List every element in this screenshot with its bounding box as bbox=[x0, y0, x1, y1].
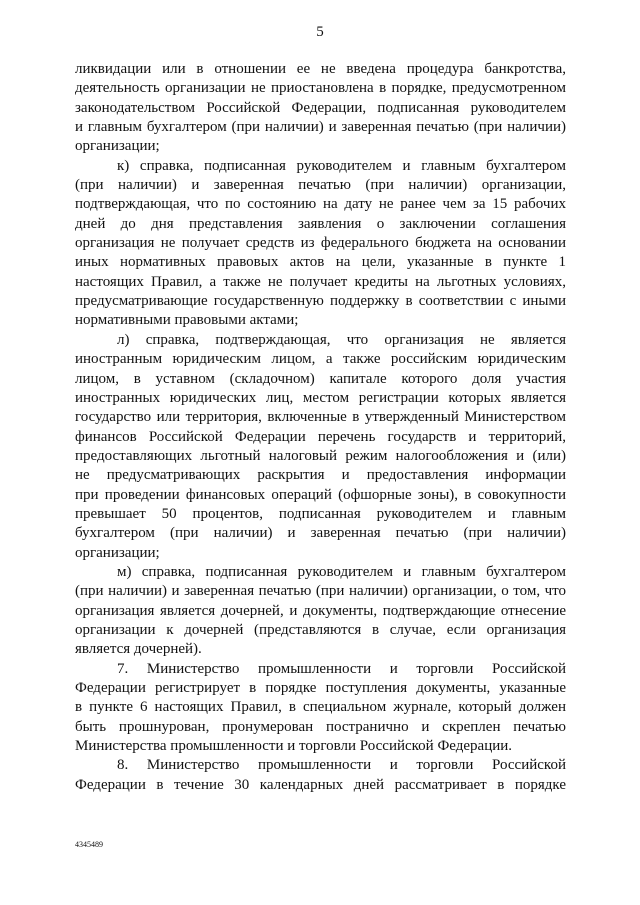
text-line: ликвидации или в отношении ее не введена процедура банкротства, bbox=[75, 61, 566, 77]
text-line: иностранных юридических лиц, местом регистрации которых является bbox=[75, 389, 566, 406]
text-line: Федерации регистрирует в порядке поступления документы, указанные bbox=[75, 680, 566, 696]
text-line: м) справка, подписанная руководителем и главным бухгалтером bbox=[117, 563, 566, 580]
text-line: настоящих Правил, а также не получает кредиты на льготных условиях, bbox=[75, 273, 566, 290]
text-line: лицом, в уставном (складочном) капитале которого доля участия bbox=[75, 370, 566, 387]
text-line: иных нормативных правовых актов на цели, указанные в пункте 1 bbox=[75, 254, 566, 271]
text-line: нормативными правовыми актами; bbox=[75, 312, 299, 329]
text-line: Министерства промышленности и торговли Российской Федерации. bbox=[75, 738, 513, 755]
text-line: л) справка, подтверждающая, что организация не является bbox=[117, 331, 566, 348]
text-line: финансов Российской Федерации перечень государств и территорий, bbox=[75, 428, 566, 445]
text-line: в пункте 6 настоящих Правил, в специальном журнале, который должен bbox=[75, 699, 566, 716]
text-line: (при наличии) и заверенная печатью (при наличии) организации, о том, что bbox=[75, 583, 566, 600]
text-line: предусматривающие государственную поддержку в соответствии с иными bbox=[75, 293, 566, 310]
text-line: организации; bbox=[75, 544, 160, 561]
text-line: при проведении финансовых операций (офшорные зоны), в совокупности bbox=[75, 486, 566, 503]
text-line: организации к дочерней (представляются в случае, если организация bbox=[75, 621, 566, 638]
document-code: 4345489 bbox=[75, 840, 103, 849]
text-line: бухгалтером (при наличии) и заверенная печатью (при наличии) bbox=[75, 525, 566, 542]
text-line: дней до дня представления заявления о заключении соглашения bbox=[75, 215, 566, 232]
text-line: 7. Министерство промышленности и торговли Российской bbox=[117, 660, 566, 677]
text-line: иностранным юридическим лицом, а также российским юридическим bbox=[75, 351, 566, 368]
text-line: Федерации в течение 30 календарных дней рассматривает в порядке bbox=[75, 776, 566, 793]
page-number: 5 bbox=[316, 24, 324, 40]
text-line: предоставляющих льготный налоговый режим налогообложения и (или) bbox=[75, 447, 566, 464]
text-line: (при наличии) и заверенная печатью (при наличии) организации, bbox=[75, 177, 566, 194]
text-line: организации; bbox=[75, 138, 160, 155]
text-line: организация является дочерней, и документы, подтверждающие отнесение bbox=[75, 602, 566, 619]
text-line: 8. Министерство промышленности и торговли Российской bbox=[117, 757, 566, 774]
text-line: превышает 50 процентов, подписанная руководителем и главным bbox=[75, 505, 566, 522]
text-line: не предусматривающих раскрытия и предоставления информации bbox=[75, 467, 566, 484]
document-body bbox=[75, 60, 566, 795]
text-line: организация не получает средств из федерального бюджета на основании bbox=[75, 235, 566, 252]
text-line: к) справка, подписанная руководителем и главным бухгалтером bbox=[117, 157, 566, 174]
text-line: подтверждающая, что по состоянию на дату не ранее чем за 15 рабочих bbox=[75, 196, 566, 213]
text-line: государство или территория, включенные в утвержденный Министерством bbox=[75, 409, 566, 426]
text-line: деятельность организации не приостановлена в порядке, предусмотренном bbox=[75, 80, 566, 97]
text-line: быть прошнурован, пронумерован постранично и скреплен печатью bbox=[75, 718, 566, 735]
text-line: законодательством Российской Федерации, подписанная руководителем bbox=[75, 99, 566, 116]
text-line: и главным бухгалтером (при наличии) и заверенная печатью (при наличии) bbox=[75, 119, 566, 136]
text-line: является дочерней). bbox=[75, 641, 202, 658]
